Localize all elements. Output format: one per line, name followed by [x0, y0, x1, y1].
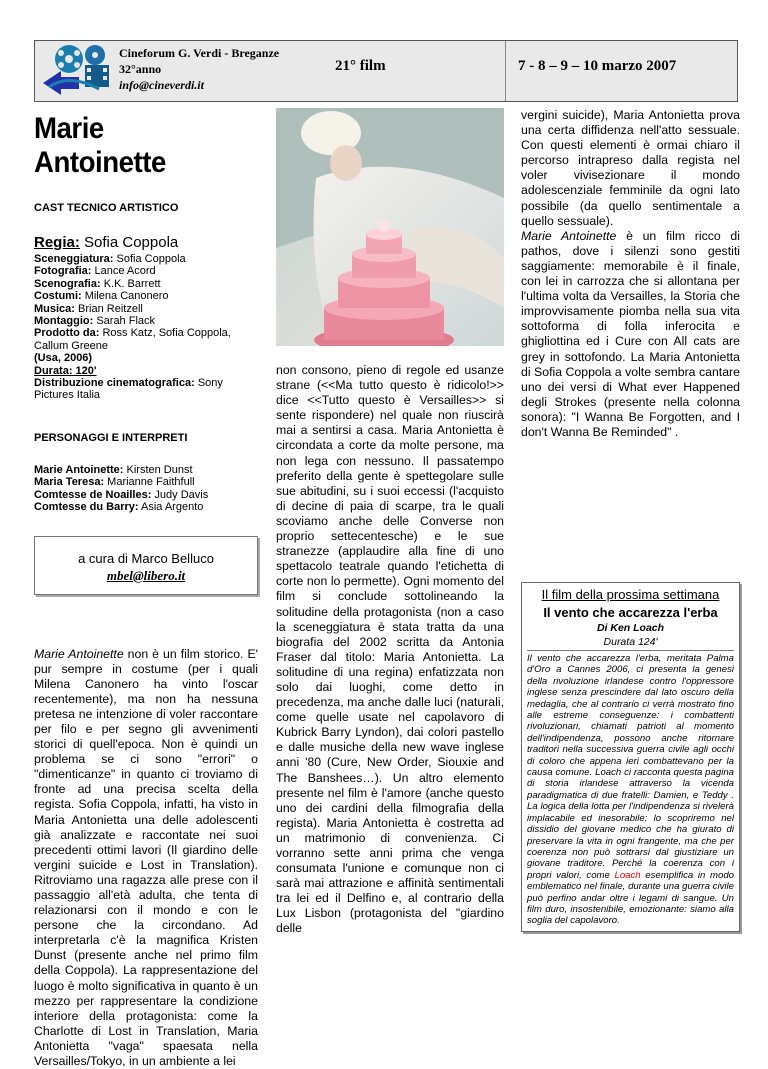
distribution-value: Sony Pictures Italia: [34, 377, 223, 401]
credit-value: Sarah Flack: [93, 315, 155, 327]
credit-value: Sofia Coppola: [113, 253, 185, 265]
credit-row: [34, 278, 258, 290]
header-banner: [34, 40, 738, 102]
credits-list: [34, 253, 258, 402]
director-name: Sofia Coppola: [80, 234, 178, 251]
director-highlight: Loach: [615, 870, 641, 881]
next-week-box: [521, 582, 740, 932]
article-text: vergini suicide), Maria Antonietta prova una certa diffidenza nell'atto sessuale. Con questi elementi è ormai chiaro il percorso intrapreso dalla regista nel voler vivisezionare il mondo adolescenziale femminile da ogni lato possibile (da quello sentimentale a quello sessuale).: [521, 108, 740, 228]
org-name: Cineforum G. Verdi - Breganze: [119, 45, 279, 61]
film-number: 21° film: [335, 58, 386, 75]
credit-value: K.K. Barrett: [101, 278, 161, 290]
description-text: esemplifica in modo emblematico nel finale, durante una guerra civile può perfino andar oltre i legami di sangue. Un film duro, insostenibile, emozionante: siamo alla soglia del capolavoro.: [527, 870, 734, 927]
credit-label: Sceneggiatura:: [34, 253, 113, 265]
credit-value: Ross Katz, Sofia Coppola, Callum Greene: [34, 327, 231, 351]
curator-name: a cura di Marco Belluco: [35, 551, 257, 566]
cast-row: [34, 489, 258, 501]
distribution-label: Distribuzione cinematografica:: [34, 377, 195, 389]
credit-row: [34, 290, 258, 302]
credit-row: [34, 303, 258, 315]
duration: Durata: 120': [34, 365, 258, 377]
character-name: Comtesse du Barry:: [34, 501, 139, 513]
left-column: [34, 112, 258, 1069]
credit-label: Prodotto da:: [34, 327, 99, 339]
film-title: Marie Antoinette: [34, 112, 240, 180]
description-text: Il vento che accarezza l'erba, meritata Palma d'Oro a Cannes 2006, ci presenta la genesi della rivoluzione irlandese contro l'oppressore inglese senza prescindere dal lato oscuro della medaglia, che al contrario ci verrà mostrato fino alle estreme conseguenze: i combattenti rivoluzionari, chiamati patrioti al momento dell'indipendenza, possono anche ritornare traditori nella successiva guerra civile agli occhi di coloro che appena ieri combattevano per la causa comune. Loach ci racconta questa pagina di storia irlandese attraverso la vicenda paradigmatica di due fratelli: Damien, e Teddy . La logica della lotta per l'indipendenza si rivelerà implacabile ed inesorabile: lo scopriremo nel dissidio del giovane medico che ha giurato di preservare la vita in ogni frangente, ma che per coerenza non può sottrarsi dal giustiziare un giovane traditore. Perché la coerenza con i propri valori, come: [527, 653, 734, 881]
org-year: 32°anno: [119, 61, 279, 77]
credit-row: [34, 253, 258, 265]
cast-row: [34, 476, 258, 488]
cast-row: [34, 464, 258, 476]
article-text: non è un film storico. E' pur sempre in costume (per i quali Milena Canonero ha vinto l'oscar recentemente), ma non ha nessuna pretesa ne intenzione di voler raccontare per filo e per segno gli avvenimenti storici di quell'epoca. Non è quindi un problema se ci sono "errori" o "dimenticanze" in quanto ci troviamo di fronte ad una precisa scelta della regista. Sofia Coppola, infatti, ha visto in Maria Antonietta una delle adolescenti già analizzate e raccontate nei suoi precedenti ottimi lavori (Il giardino delle vergini suicide e Lost in Translation). Ritroviamo una ragazza alle prese con il passaggio all'età adulta, che tenta di relazionarsi con il mondo e con le persone che la circondano. Ad interpretarla c'è la magnifica Kristen Dunst (presente anche nel primo film della Coppola). La rappresentazione del luogo è molto significativa in quanto è un mezzo per rappresentare la condizione interiore della protagonista: come la Charlotte di Lost in Translation, Maria Antonietta "vaga" spaesata nella Versailles/Tokyo, in un ambiente a lei: [34, 647, 258, 1069]
credit-label: Costumi:: [34, 290, 82, 302]
country-year: (Usa, 2006): [34, 352, 258, 364]
actor-name: Kirsten Dunst: [123, 464, 192, 476]
article-column-3: [521, 108, 740, 440]
actor-name: Judy Davis: [151, 489, 208, 501]
curator-email-link[interactable]: mbel@libero.it: [35, 568, 257, 584]
film-reel-logo-icon: [39, 43, 115, 99]
film-title-inline: Marie Antoinette: [34, 647, 124, 661]
credit-row: [34, 315, 258, 327]
org-email[interactable]: info@cineverdi.it: [119, 77, 279, 93]
next-film-director: Di Ken Loach: [527, 622, 734, 634]
article-text: è un film ricco di pathos, dove i silenzi sono gestiti saggiamente: memorabile è il finale, con lei in carrozza che si allontana per l'ultima volta da Versailles, la Storia che improvvisamente piomba nella sua vita sottoforma di folla inferocita e ghigliottina ed i Cure con All cats are grey in sottofondo. La Maria Antonietta di Sofia Coppola a volte sembra cantare uno dei versi di What ever Happened degli Strokes (presente nella colonna sonora): "I Wanna Be Forgotten, and I don't Wanna Be Reminded" .: [521, 229, 740, 439]
next-film-title: Il vento che accarezza l'erba: [527, 605, 734, 620]
actor-name: Marianne Faithfull: [104, 476, 195, 488]
character-name: Comtesse de Noailles:: [34, 489, 151, 501]
header-divider: [505, 41, 506, 101]
film-still-photo: [276, 108, 504, 346]
credit-label: Fotografia:: [34, 265, 91, 277]
credit-value: Lance Acord: [91, 265, 155, 277]
credit-value: Milena Canonero: [82, 290, 169, 302]
next-week-heading: Il film della prossima settimana: [527, 587, 734, 602]
credit-row: [34, 265, 258, 277]
organization-info: [119, 45, 279, 93]
character-name: Maria Teresa:: [34, 476, 104, 488]
character-name: Marie Antoinette:: [34, 464, 123, 476]
credit-label: Montaggio:: [34, 315, 93, 327]
director-line: [34, 234, 258, 251]
credit-label: Scenografia:: [34, 278, 101, 290]
film-title-inline: Marie Antoinette: [521, 229, 616, 243]
article-column-2: non consono, pieno di regole ed usanze strane (<<Ma tutto questo è ridicolo!>> dice <<Tutto questo è Versailles>> si sente rispondere) nel quale non riuscirà mai a sentirsi a casa. Maria Antonietta è circondata a corte da molte persone, ma non lega con nessuno. Il passatempo preferito della gente è spettegolare sulle sue abitudini, su i suoi eccessi (l'acquisto di decine di paia di scarpe, tra le quali scoviamo anche delle Converse non proprio settecentesche) e le sue stranezze (applaudire alla fine di uno spettacolo teatrale quando l'etichetta di corte non lo permette). Ogni momento del film si conclude sottolineando la solitudine della protagonista (non a caso la sceneggiatura è stata tratta da una biografia del 2002 scritta da Antonia Fraser dal titolo: Maria Antonietta. La solitudine di una regina) enfatizzata non solo dai luoghi, come detto in precedenza, ma anche dalle luci (naturali, come quelle usate nel capolavoro di Kubrick Barry Lyndon), dai colori pastello e dalle musiche della new wave inglese anni '80 (Cure, New Order, Siouxie and The Banshees…). Un altro elemento presente nel film è l'amore (anche questo uno dei cardini della filmografia della regista). Maria Antonietta è costretta ad un matrimonio di convenienza. Ci vorranno sette anni prima che venga consumata l'unione e comunque non ci sarà mai attrazione e affinità sentimentali tra lei ed il Delfino e, al contrario della Lux Lisbon (protagonista del "giardino delle: [276, 363, 504, 937]
article-column-1: [34, 647, 258, 1069]
next-film-description: [527, 653, 734, 927]
screening-dates: 7 - 8 – 9 – 10 marzo 2007: [518, 58, 676, 75]
curator-box: [34, 536, 258, 595]
next-film-duration: Durata 124': [527, 636, 734, 651]
credit-value: Brian Reitzell: [75, 303, 143, 315]
distribution-row: [34, 377, 258, 402]
cast-list: [34, 464, 258, 514]
cast-technical-heading: CAST TECNICO ARTISTICO: [34, 202, 258, 214]
actor-name: Asia Argento: [139, 501, 204, 513]
director-label: Regia:: [34, 234, 80, 251]
credit-label: Musica:: [34, 303, 75, 315]
cast-people-heading: PERSONAGGI E INTERPRETI: [34, 432, 258, 444]
credit-row: [34, 327, 258, 352]
cast-row: [34, 501, 258, 513]
